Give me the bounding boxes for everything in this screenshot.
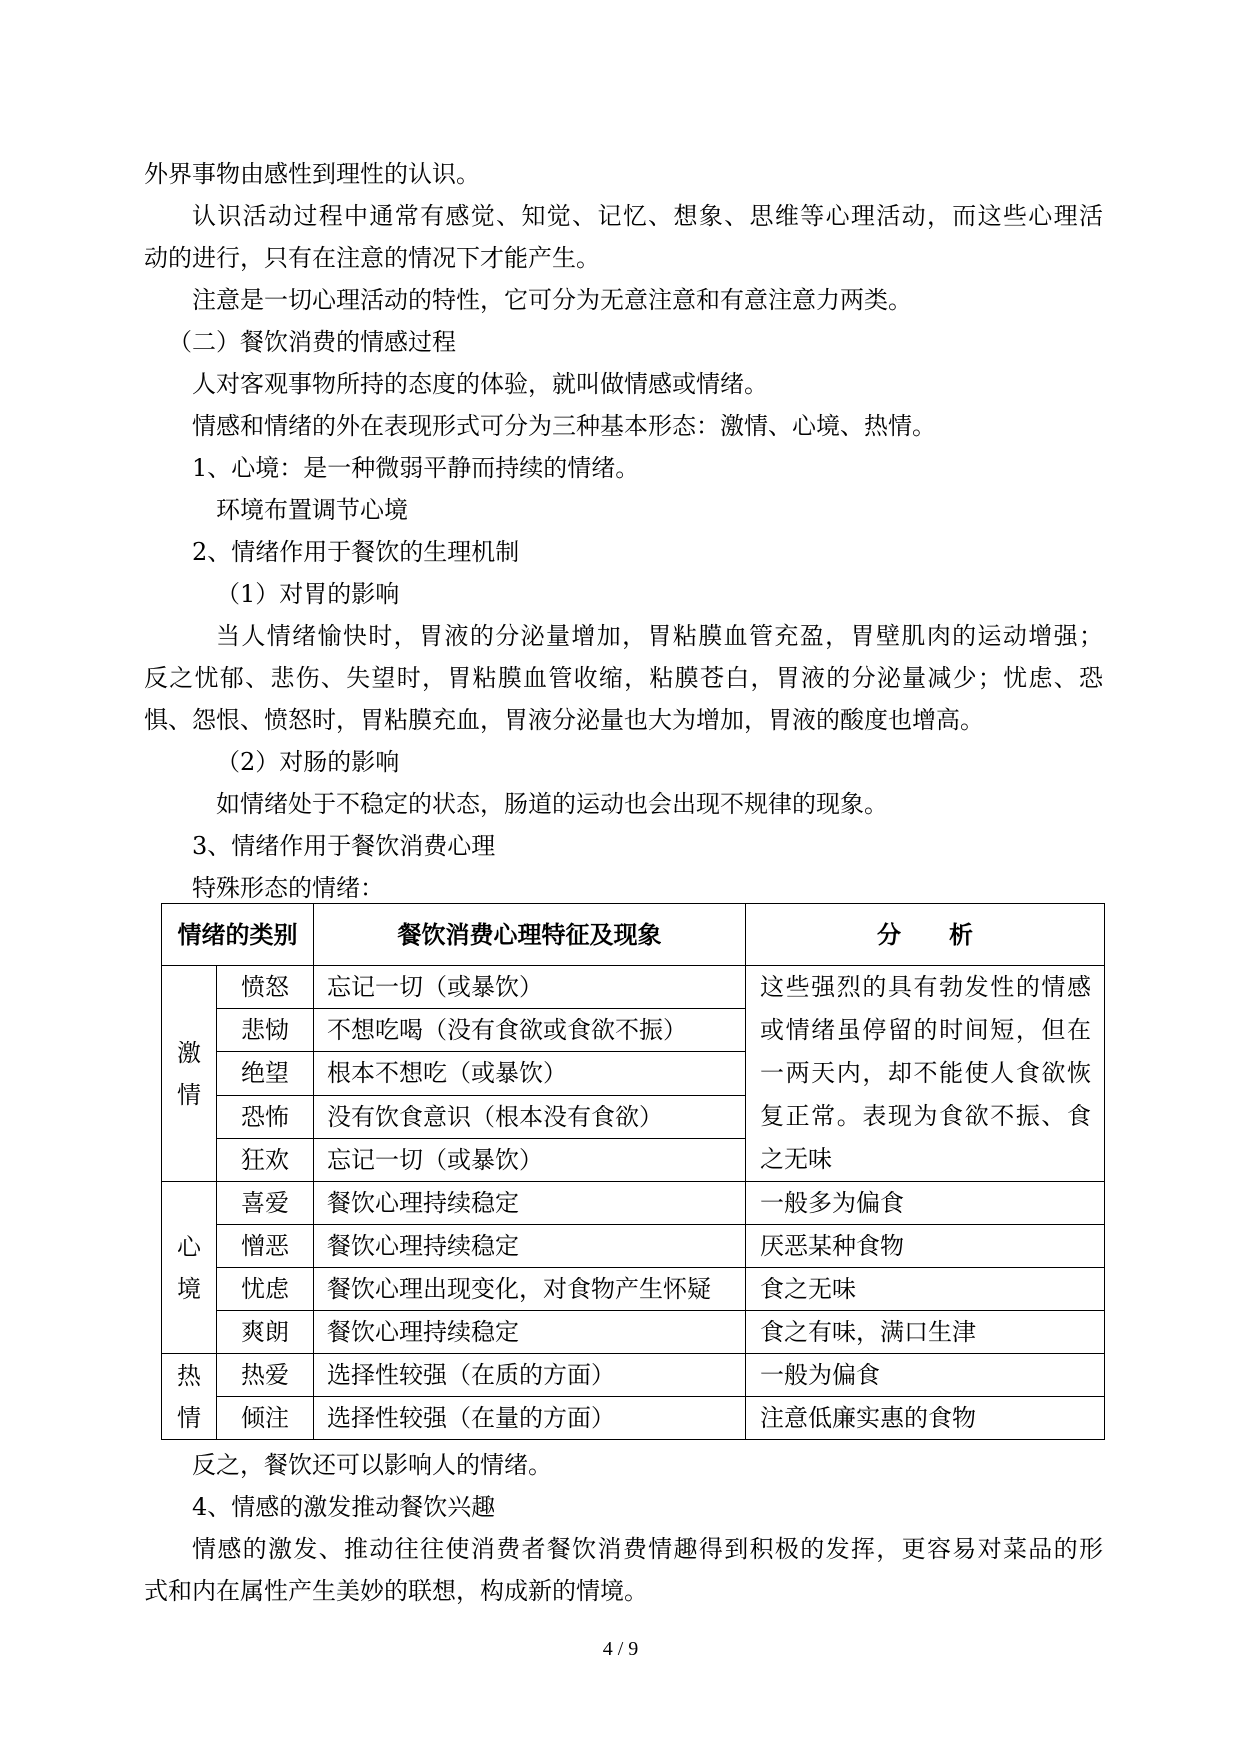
emotion-group-text: 热情 (177, 1361, 201, 1432)
text-line: 动的进行，只有在注意的情况下才能产生。 (144, 244, 600, 272)
analysis-line: 复正常。表现为食欲不振、食 (760, 1102, 1091, 1130)
phenomenon-cell: 忘记一切（或暴饮） (314, 966, 746, 1009)
emotion-name: 爽朗 (217, 1311, 314, 1354)
body-text-after-table (144, 1444, 1103, 1612)
analysis-line: 一两天内，却不能使人食欲恢 (760, 1059, 1091, 1087)
subsection-heading: 2、情绪作用于餐饮的生理机制 (192, 538, 520, 566)
phenomenon-cell: 选择性较强（在质的方面） (314, 1354, 746, 1397)
emotion-name: 倾注 (217, 1397, 314, 1440)
analysis-line: 或情绪虽停留的时间短，但在 (760, 1016, 1091, 1044)
text-line: 惧、怨恨、愤怒时，胃粘膜充血，胃液分泌量也大为增加，胃液的酸度也增高。 (144, 706, 984, 734)
emotion-group-label (162, 966, 217, 1182)
text-line: 外界事物由感性到理性的认识。 (144, 160, 480, 188)
table-row (162, 1311, 1105, 1354)
analysis-cell: 注意低廉实惠的食物 (746, 1397, 1105, 1440)
phenomenon-cell: 餐饮心理持续稳定 (314, 1311, 746, 1354)
phenomenon-cell: 根本不想吃（或暴饮） (314, 1052, 746, 1095)
phenomenon-cell: 餐饮心理持续稳定 (314, 1225, 746, 1268)
phenomenon-cell: 餐饮心理持续稳定 (314, 1182, 746, 1225)
phenomenon-cell: 不想吃喝（没有食欲或食欲不振） (314, 1009, 746, 1052)
analysis-cell: 一般为偏食 (746, 1354, 1105, 1397)
analysis-cell: 厌恶某种食物 (746, 1225, 1105, 1268)
emotion-group-text: 心境 (177, 1232, 201, 1303)
emotion-group-label (162, 1354, 217, 1440)
text-line: 认识活动过程中通常有感觉、知觉、记忆、想象、思维等心理活动，而这些心理活 (192, 202, 1103, 230)
text-line: 情感的激发、推动往往使消费者餐饮消费情趣得到积极的发挥，更容易对菜品的形 (192, 1535, 1103, 1563)
phenomenon-cell: 选择性较强（在量的方面） (314, 1397, 746, 1440)
emotion-name: 恐怖 (217, 1095, 314, 1138)
analysis-cell: 食之无味 (746, 1268, 1105, 1311)
text-line: 1、心境：是一种微弱平静而持续的情绪。 (192, 454, 640, 482)
text-line: 如情绪处于不稳定的状态，肠道的运动也会出现不规律的现象。 (216, 790, 888, 818)
emotion-name: 愤怒 (217, 966, 314, 1009)
subsection-heading: （2）对肠的影响 (216, 748, 400, 776)
table-row (162, 1397, 1105, 1440)
body-text-before-table (144, 153, 1103, 909)
emotion-name: 忧虑 (217, 1268, 314, 1311)
analysis-cell: 一般多为偏食 (746, 1182, 1105, 1225)
emotion-name: 绝望 (217, 1052, 314, 1095)
analysis-line: 之无味 (760, 1145, 832, 1173)
table-row (162, 1268, 1105, 1311)
emotion-name: 悲恸 (217, 1009, 314, 1052)
emotion-group-text: 激情 (177, 1038, 201, 1109)
table-row (162, 1354, 1105, 1397)
subsection-heading: 4、情感的激发推动餐饮兴趣 (192, 1493, 496, 1521)
emotion-table (161, 903, 1105, 1440)
header-category: 情绪的类别 (162, 904, 314, 966)
text-line: 注意是一切心理活动的特性，它可分为无意注意和有意注意力两类。 (192, 286, 912, 314)
text-line: 人对客观事物所持的态度的体验，就叫做情感或情绪。 (192, 370, 768, 398)
text-line: 环境布置调节心境 (216, 496, 408, 524)
emotion-name: 热爱 (217, 1354, 314, 1397)
text-line: 情感和情绪的外在表现形式可分为三种基本形态：激情、心境、热情。 (192, 412, 936, 440)
table-row (162, 1182, 1105, 1225)
phenomenon-cell: 忘记一切（或暴饮） (314, 1138, 746, 1181)
header-analysis: 分 析 (746, 904, 1105, 966)
emotion-name: 狂欢 (217, 1138, 314, 1181)
table-header-row (162, 904, 1105, 966)
header-phenomenon: 餐饮消费心理特征及现象 (314, 904, 746, 966)
text-line: 反之忧郁、悲伤、失望时，胃粘膜血管收缩，粘膜苍白，胃液的分泌量减少；忧虑、恐 (144, 664, 1103, 692)
text-line: 式和内在属性产生美妙的联想，构成新的情境。 (144, 1577, 648, 1605)
page-number: 4 / 9 (602, 1638, 639, 1660)
subsection-heading: 3、情绪作用于餐饮消费心理 (192, 832, 496, 860)
subsection-heading: （1）对胃的影响 (216, 580, 400, 608)
analysis-cell (746, 966, 1105, 1182)
section-heading: （二）餐饮消费的情感过程 (168, 328, 456, 356)
emotion-name: 喜爱 (217, 1182, 314, 1225)
phenomenon-cell: 没有饮食意识（根本没有食欲） (314, 1095, 746, 1138)
text-line: 反之，餐饮还可以影响人的情绪。 (192, 1451, 552, 1479)
text-line: 当人情绪愉快时，胃液的分泌量增加，胃粘膜血管充盈，胃壁肌肉的运动增强； (216, 622, 1103, 650)
analysis-cell: 食之有味，满口生津 (746, 1311, 1105, 1354)
emotion-group-label (162, 1182, 217, 1354)
phenomenon-cell: 餐饮心理出现变化，对食物产生怀疑 (314, 1268, 746, 1311)
analysis-line: 这些强烈的具有勃发性的情感 (760, 973, 1091, 1001)
table-caption: 特殊形态的情绪： (192, 874, 384, 902)
table-row (162, 966, 1105, 1009)
emotion-name: 憎恶 (217, 1225, 314, 1268)
table-row (162, 1225, 1105, 1268)
